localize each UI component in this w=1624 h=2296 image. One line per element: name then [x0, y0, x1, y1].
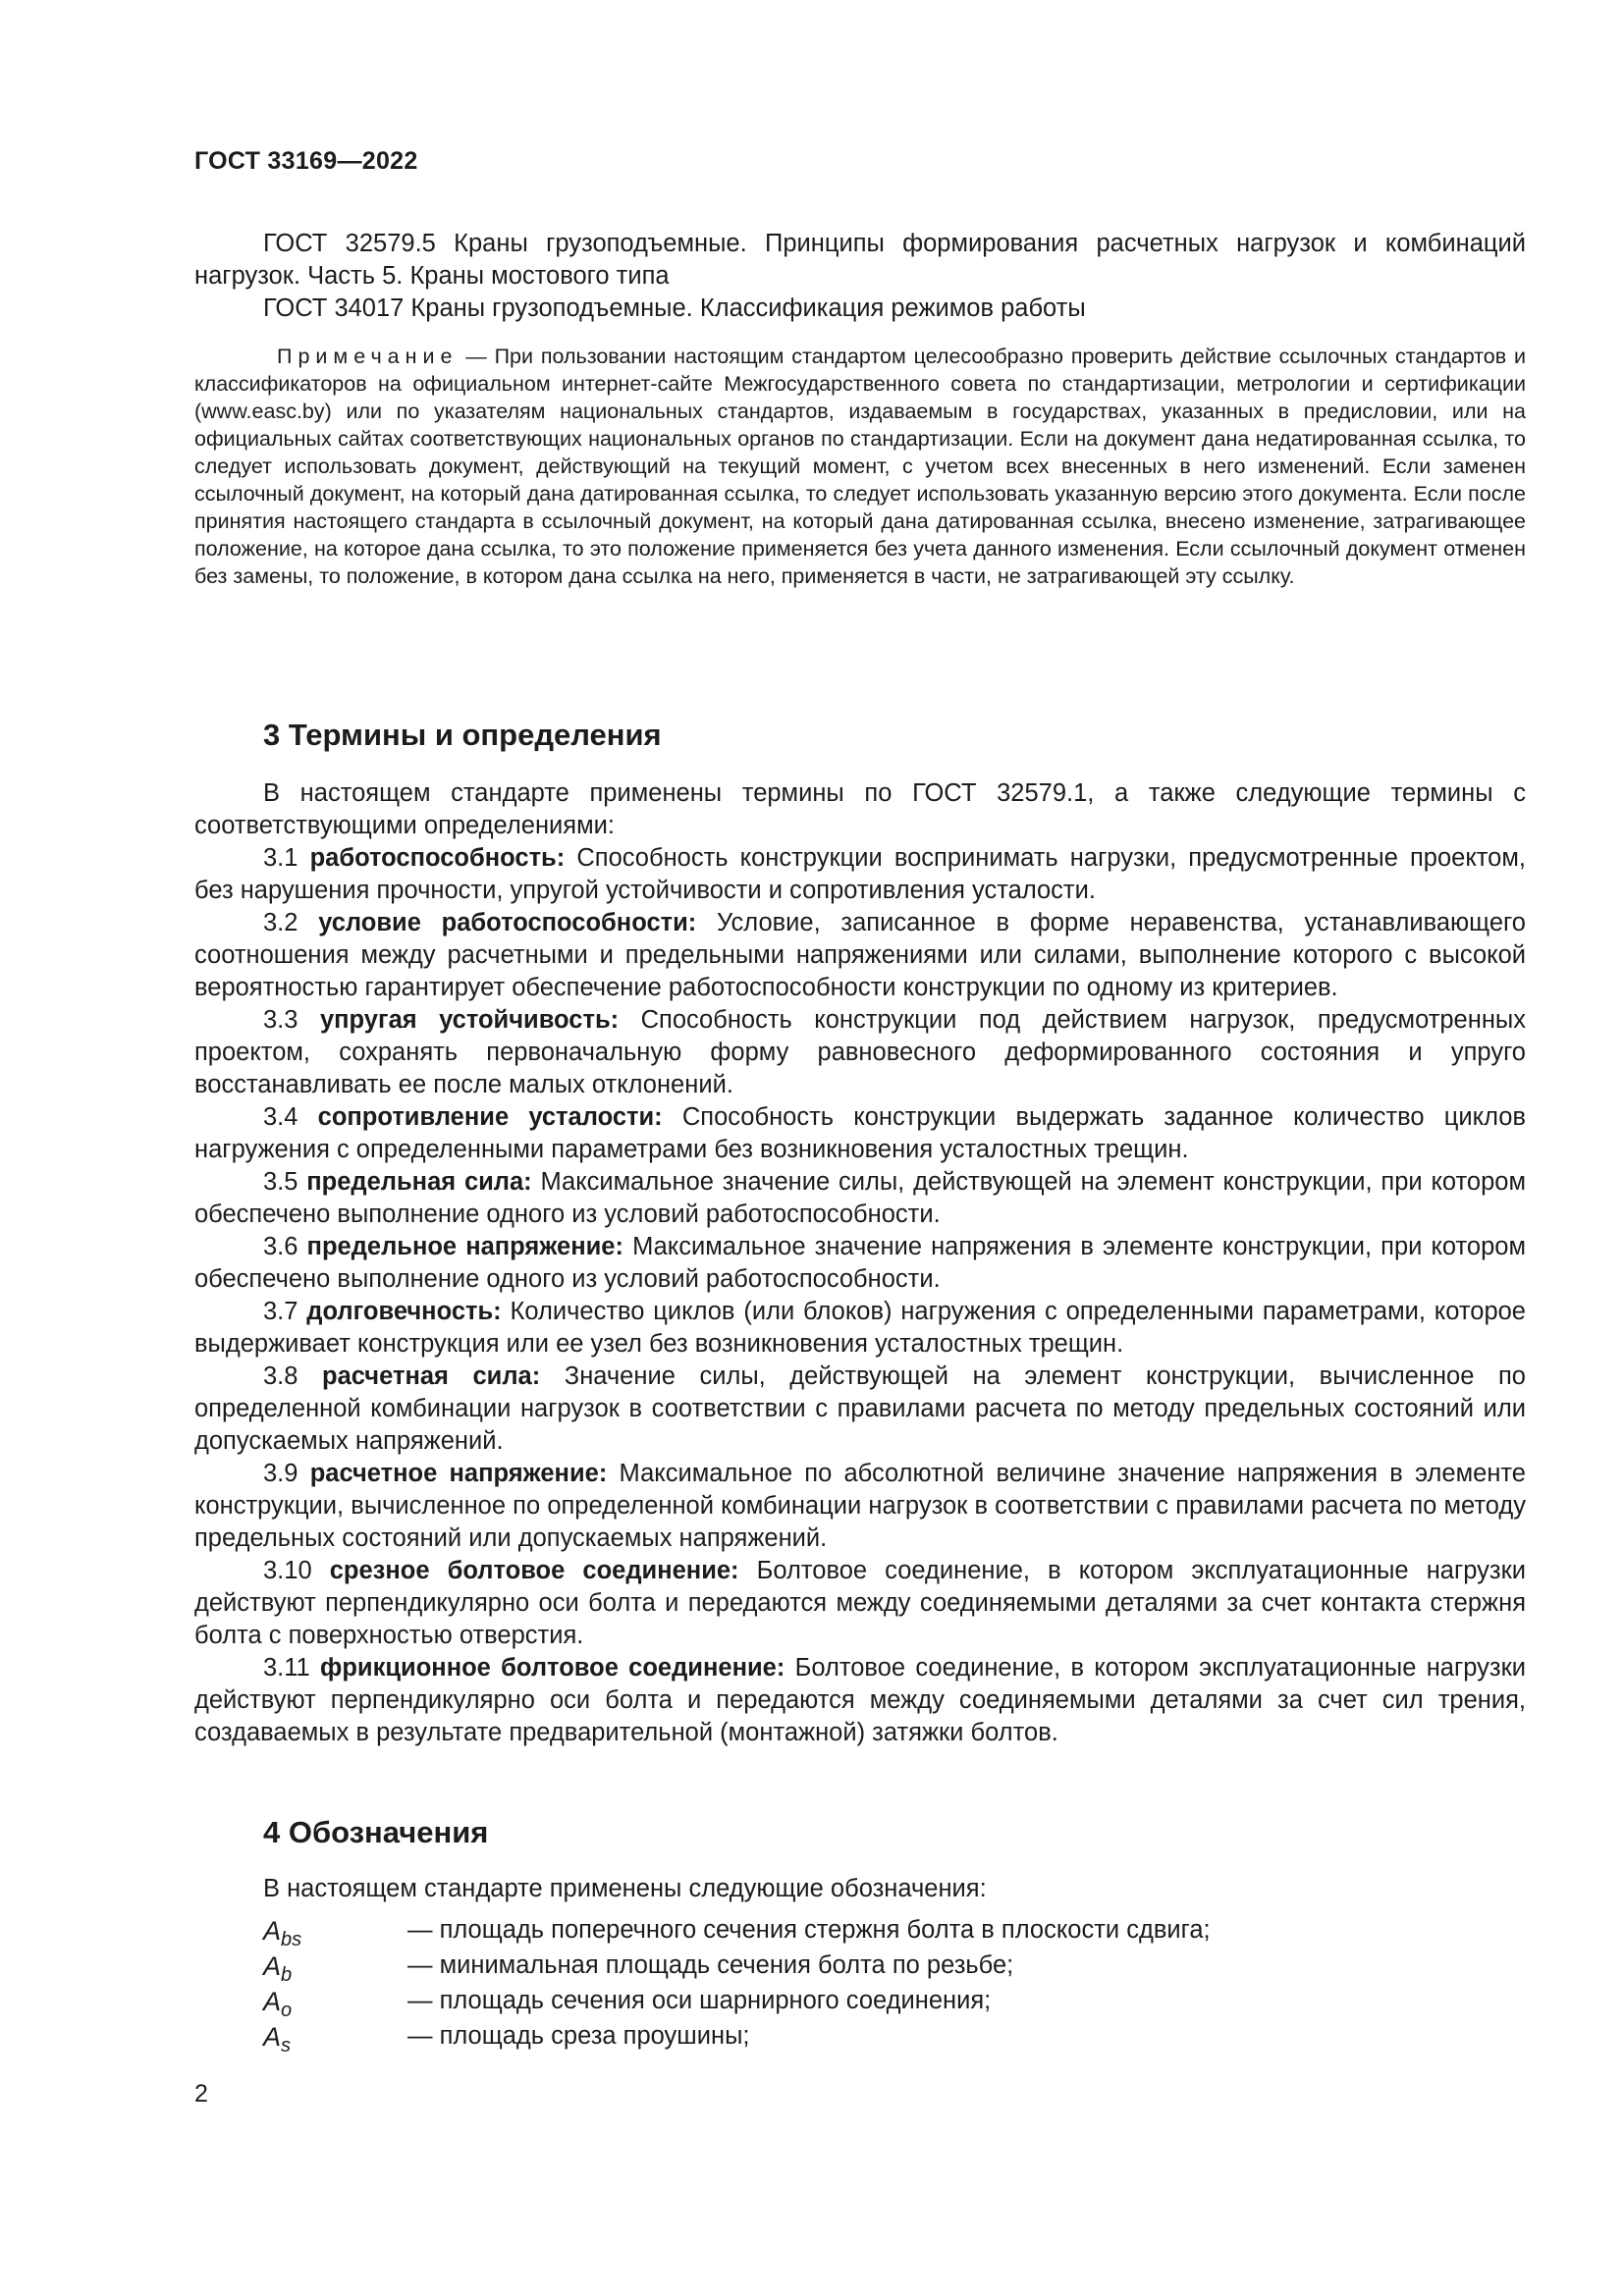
term-definition — [194, 1166, 1526, 1231]
symbol-description: — площадь сечения оси шарнирного соединения; — [407, 1987, 992, 2014]
term-text: Максимальное значение силы, действующей на элемент конструкции, при котором обеспечено выполнение одного из условий работоспособности. — [194, 1168, 1526, 1228]
term-text: Значение силы, действующей на элемент конструкции, вычисленное по определенной комбинации нагрузок в соответствии с правилами расчета по методу предельных состояний или допускаемых напряжений. — [194, 1362, 1526, 1455]
section-4-heading: 4 Обозначения — [263, 1815, 489, 1849]
term-definition — [194, 907, 1526, 1004]
term-name: расчетная сила: — [322, 1362, 541, 1390]
term-name: долговечность: — [306, 1298, 502, 1325]
note-paragraph — [194, 343, 1526, 590]
term-definition — [194, 1361, 1526, 1458]
term-text: Максимальное значение напряжения в элементе конструкции, при котором обеспечено выполнение одного из условий работоспособности. — [194, 1233, 1526, 1293]
term-number: 3.3 — [263, 1006, 320, 1034]
term-definition — [194, 1555, 1526, 1652]
term-number: 3.5 — [263, 1168, 307, 1196]
section-3-body — [194, 777, 1526, 1749]
reference-item: ГОСТ 32579.5 Краны грузоподъемные. Принципы формирования расчетных нагрузок и комбинаций нагрузок. Часть 5. Краны мостового типа — [194, 230, 1526, 290]
term-definition — [194, 1296, 1526, 1361]
term-name: расчетное напряжение: — [309, 1460, 608, 1487]
term-name: работоспособность: — [309, 844, 566, 872]
term-number: 3.8 — [263, 1362, 323, 1390]
symbol: $A_o$ — [263, 1987, 293, 2021]
page-number: 2 — [194, 2080, 208, 2108]
term-number: 3.6 — [263, 1233, 307, 1260]
document-header: ГОСТ 33169—2022 — [194, 147, 418, 175]
terms-list — [194, 842, 1526, 1749]
symbol: $A_{bs}$ — [263, 1916, 302, 1950]
term-definition — [194, 1004, 1526, 1101]
term-name: срезное болтовое соединение: — [329, 1557, 739, 1584]
term-number: 3.11 — [263, 1654, 321, 1682]
section-4-intro-block — [194, 1873, 1526, 1905]
term-number: 3.9 — [263, 1460, 310, 1487]
term-text: Максимальное по абсолютной величине значение напряжения в элементе конструкции, вычисленное по определенной комбинации нагрузок в соответствии с правилами расчета по методу предельных состояний или допускаемых напряжений. — [194, 1460, 1526, 1552]
symbol-description: — площадь среза проушины; — [407, 2022, 750, 2050]
term-name: упругая устойчивость: — [319, 1006, 620, 1034]
note-text: — При пользовании настоящим стандартом целесообразно проверить действие ссылочных стандартов и классификаторов на официальном интернет-сайте Межгосударственного совета по стандартизации, метрологии и сертификации (www.easc.by) или по указателям национальных стандартов, издаваемым в государствах, указанных в предисловии, или на официальных сайтах соответствующих национальных органов по стандартизации. Если на документ дана недатированная ссылка, то следует использовать документ, действующий на текущий момент, с учетом всех внесенных в него изменений. Если заменен ссылочный документ, на который дана датированная ссылка, то следует использовать указанную версию этого документа. Если после принятия настоящего стандарта в ссылочный документ, на который дана датированная ссылка, внесено изменение, затрагивающее положение, на которое дана ссылка, то это положение применяется без учета данного изменения. Если ссылочный документ отменен без замены, то положение, в котором дана ссылка на него, применяется в части, не затрагивающей эту ссылку. — [194, 345, 1526, 588]
symbol: $A_s$ — [263, 2022, 292, 2056]
term-number: 3.4 — [263, 1103, 318, 1131]
term-number: 3.1 — [263, 844, 310, 872]
references-list — [194, 228, 1526, 325]
term-name: предельное напряжение: — [306, 1233, 623, 1260]
term-text: Болтовое соединение, в котором эксплуатационные нагрузки действуют перпендикулярно оси болта и передаются между соединяемыми деталями за счет сил трения, создаваемых в результате предварительной (монтажной) затяжки болтов. — [194, 1654, 1527, 1746]
term-definition — [194, 1458, 1526, 1555]
section-3-intro: В настоящем стандарте применены термины по ГОСТ 32579.1, а также следующие термины с соответствующими определениями: — [194, 779, 1526, 839]
term-definition — [194, 842, 1526, 907]
note-label: Примечание — [277, 345, 459, 368]
term-name: фрикционное болтовое соединение: — [320, 1654, 785, 1682]
reference-item: ГОСТ 34017 Краны грузоподъемные. Классификация режимов работы — [263, 294, 1086, 322]
term-number: 3.10 — [263, 1557, 330, 1584]
term-definition — [194, 1652, 1526, 1749]
term-definition — [194, 1101, 1526, 1166]
term-number: 3.7 — [263, 1298, 307, 1325]
term-text: Способность конструкции выдержать заданное количество циклов нагружения с определенными параметрами без возникновения усталостных трещин. — [194, 1103, 1526, 1163]
term-name: сопротивление усталости: — [317, 1103, 663, 1131]
term-definition — [194, 1231, 1526, 1296]
term-text: Способность конструкции под действием нагрузок, предусмотренных проектом, сохранять первоначальную форму равновесного деформированного состояния и упруго восстанавливать ее после малых отклонений. — [194, 1006, 1526, 1098]
term-text: Способность конструкции воспринимать нагрузки, предусмотренные проектом, без нарушения прочности, упругой устойчивости и сопротивления усталости. — [194, 844, 1526, 904]
term-text: Болтовое соединение, в котором эксплуатационные нагрузки действуют перпендикулярно оси болта и передаются между соединяемыми деталями за счет контакта стержня болта с поверхностью отверстия. — [194, 1557, 1527, 1649]
term-name: условие работоспособности: — [318, 909, 697, 936]
term-number: 3.2 — [263, 909, 319, 936]
section-4-intro: В настоящем стандарте применены следующие обозначения: — [263, 1875, 987, 1902]
term-text: Условие, записанное в форме неравенства, устанавливающего соотношения между расчетными и предельными напряжениями или силами, выполнение которого с высокой вероятностью гарантирует обеспечение работоспособности конструкции по одному из критериев. — [194, 909, 1526, 1001]
symbol-description: — минимальная площадь сечения болта по резьбе; — [407, 1951, 1014, 1979]
section-3-heading: 3 Термины и определения — [263, 718, 662, 752]
note-block — [194, 343, 1526, 590]
term-name: предельная сила: — [306, 1168, 532, 1196]
term-text: Количество циклов (или блоков) нагружения с определенными параметрами, которое выдерживает конструкция или ее узел без возникновения усталостных трещин. — [194, 1298, 1526, 1358]
symbol: $A_b$ — [263, 1951, 293, 1986]
symbol-description: — площадь поперечного сечения стержня болта в плоскости сдвига; — [407, 1916, 1211, 1944]
